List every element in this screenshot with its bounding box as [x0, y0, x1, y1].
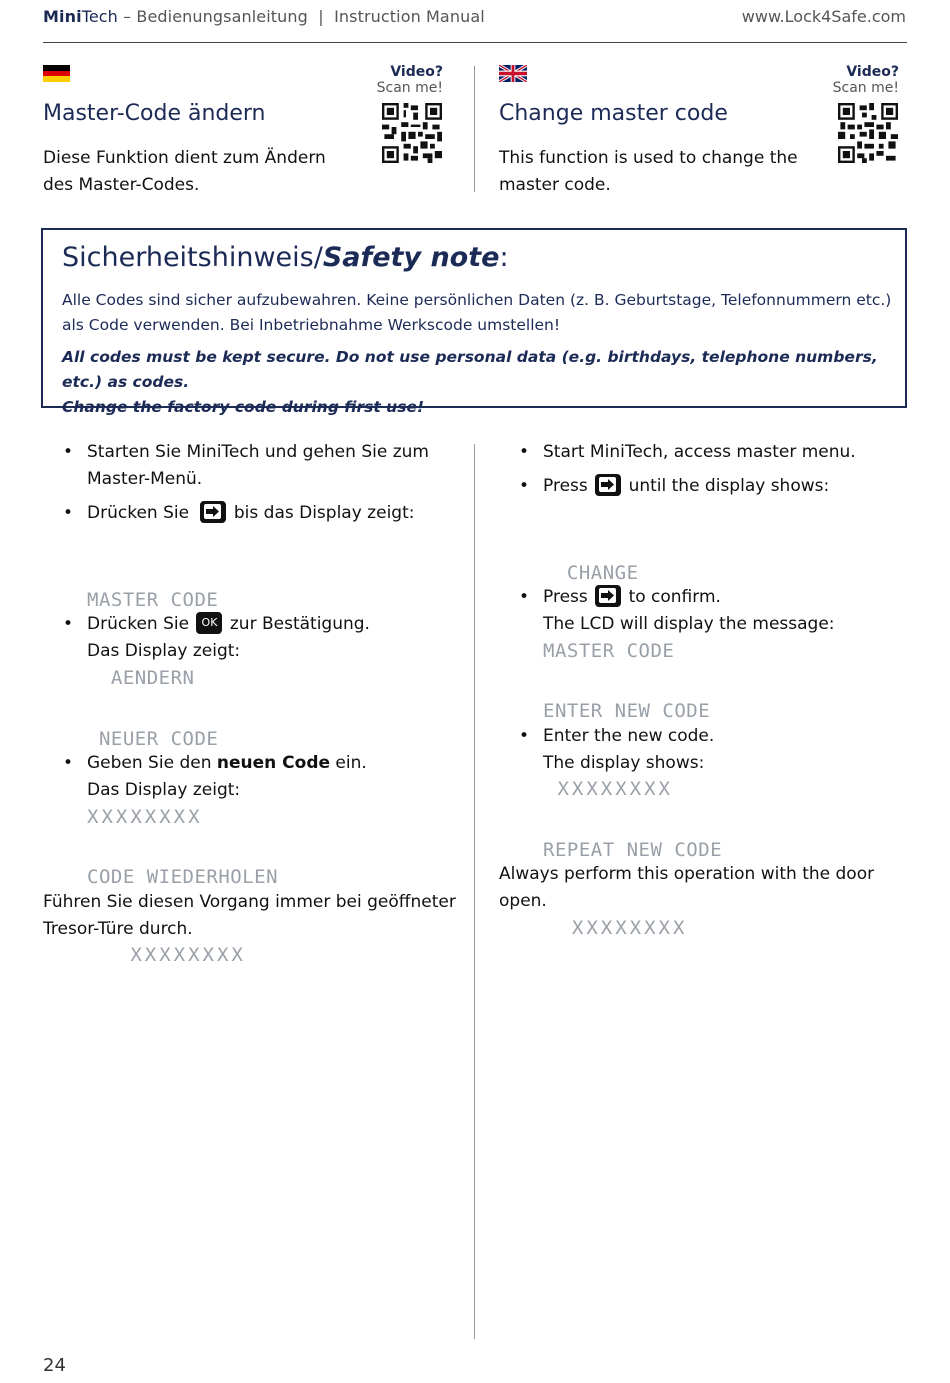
- en-intro: [499, 145, 798, 199]
- german-flag-icon: [43, 65, 70, 82]
- safety-text-en: [62, 345, 892, 420]
- en-step-2: • Press until the display shows:: [519, 476, 830, 496]
- en-step-3-post: to confirm.: [628, 587, 721, 607]
- en-lcd-2-line-1: ENTER NEW CODE: [543, 700, 711, 722]
- uk-flag-icon: [499, 65, 527, 82]
- safety-en-line-2: Change the factory code during first use!: [62, 398, 425, 416]
- column-divider-top: [474, 66, 475, 192]
- en-step-1: • Start MiniTech, access master menu.: [543, 439, 856, 466]
- de-video-scan: Scan me!: [376, 80, 443, 96]
- safety-de-line-1: Alle Codes sind sicher aufzubewahren. Keine persönlichen Daten (z. B. Geburtstage, Telefonnummern etc.): [62, 291, 892, 309]
- de-step-2: • Drücken Sie bis das Display zeigt:: [63, 503, 415, 523]
- de-step-3: • Drücken Sie OK zur Bestätigung. Das Display zeigt:: [87, 611, 370, 665]
- header-title-rest: – Bedienungsanleitung | Instruction Manual: [117, 7, 485, 26]
- de-lcd-2-line-2: XXXXXXXX: [87, 806, 203, 828]
- header-divider: [43, 42, 907, 43]
- de-intro-line-2: des Master-Codes.: [43, 175, 200, 195]
- safety-en-line-1: All codes must be kept secure. Do not use personal data (e.g. birthdays, telephone numbers, etc.) as codes.: [62, 348, 878, 391]
- de-step-3-line-2: Das Display zeigt:: [87, 641, 241, 661]
- en-step-2-pre: Press: [543, 476, 588, 496]
- en-step-4-line-2: The display shows:: [543, 753, 705, 773]
- de-step-4-bold: neuen Code: [216, 753, 331, 773]
- de-lcd-3-line-2: XXXXXXXX: [87, 944, 246, 966]
- de-qr-code-icon: [382, 103, 442, 163]
- de-footer-line-1: Führen Sie diesen Vorgang immer bei geöffneter: [43, 892, 456, 912]
- safety-title-italic: Safety note: [322, 242, 500, 273]
- en-step-3-pre: Press: [543, 587, 588, 607]
- en-lcd-1-line-2: MASTER CODE: [543, 640, 675, 662]
- en-footer-line-1: Always perform this operation with the door: [499, 864, 875, 884]
- ok-key-label: OK: [201, 616, 218, 629]
- en-footer-line-2: open.: [499, 891, 547, 911]
- safety-title-plain: Sicherheitshinweis/: [62, 242, 323, 273]
- de-lcd-2-line-1: NEUER CODE: [87, 728, 219, 750]
- en-step-3-line-2: The LCD will display the message:: [543, 614, 835, 634]
- de-video-question: Video?: [390, 64, 443, 80]
- en-step-1-line-1: Start MiniTech, access master menu.: [543, 442, 856, 462]
- en-intro-line-1: This function is used to change the: [499, 148, 798, 168]
- en-video-question: Video?: [846, 64, 899, 80]
- de-lcd-1-line-1: MASTER CODE: [87, 589, 219, 611]
- en-step-2-post: until the display shows:: [628, 476, 830, 496]
- de-step-3-post: zur Bestätigung.: [229, 614, 370, 634]
- de-step-4-post: ein.: [330, 753, 367, 773]
- en-footer-note: [499, 861, 874, 915]
- de-lcd-3-line-1: CODE WIEDERHOLEN: [87, 866, 279, 888]
- de-step-2-post: bis das Display zeigt:: [233, 503, 415, 523]
- column-divider-main: [474, 444, 475, 1339]
- de-step-4: • Geben Sie den neuen Code ein. Das Display zeigt:: [87, 750, 367, 804]
- de-footer-note: [43, 889, 456, 943]
- arrow-key-icon: [595, 474, 621, 496]
- en-lcd-1-line-1: CHANGE: [543, 562, 639, 584]
- de-step-4-pre: Geben Sie den: [87, 753, 217, 773]
- brand-bold: Mini: [43, 7, 82, 26]
- de-step-2-pre: Drücken Sie: [87, 503, 190, 523]
- safety-text-de: [62, 288, 892, 338]
- en-step-4: • Enter the new code. The display shows:: [543, 723, 714, 777]
- en-video-scan: Scan me!: [832, 80, 899, 96]
- de-step-3-pre: Drücken Sie: [87, 614, 190, 634]
- en-qr-code-icon: [838, 103, 898, 163]
- de-lcd-1-line-2: AENDERN: [87, 667, 195, 689]
- de-title: Master-Code ändern: [43, 101, 266, 126]
- de-step-1: • Starten Sie MiniTech und gehen Sie zum Master-Menü.: [87, 439, 429, 493]
- en-lcd-2-line-2: XXXXXXXX: [543, 778, 673, 800]
- safety-title: [62, 242, 509, 273]
- en-step-3: • Press to confirm. The LCD will display the message:: [543, 584, 835, 638]
- de-intro-line-1: Diese Funktion dient zum Ändern: [43, 148, 326, 168]
- de-intro: [43, 145, 326, 199]
- arrow-key-icon: [200, 501, 226, 523]
- de-footer-line-2: Tresor-Türe durch.: [43, 919, 193, 939]
- en-lcd-3-line-1: REPEAT NEW CODE: [543, 839, 723, 861]
- ok-key-icon: [196, 612, 222, 634]
- header-website: www.Lock4Safe.com: [741, 7, 906, 26]
- safety-title-colon: :: [499, 242, 509, 273]
- de-step-4-line-2: Das Display zeigt:: [87, 780, 241, 800]
- de-video-hint: [360, 64, 443, 96]
- arrow-key-icon: [595, 585, 621, 607]
- safety-note-box: [41, 228, 907, 416]
- safety-de-line-2: als Code verwenden. Bei Inbetriebnahme Werkscode umstellen!: [62, 316, 561, 334]
- brand-rest: Tech: [81, 7, 118, 26]
- en-lcd-3-line-2: XXXXXXXX: [543, 917, 688, 939]
- en-title: Change master code: [499, 101, 728, 126]
- en-video-hint: [816, 64, 899, 96]
- de-step-1-line-1: Starten Sie MiniTech und gehen Sie zum: [87, 442, 429, 462]
- page-number: 24: [43, 1355, 66, 1376]
- header-title: [43, 7, 485, 26]
- en-intro-line-2: master code.: [499, 175, 611, 195]
- en-step-4-line-1: Enter the new code.: [543, 726, 715, 746]
- de-step-1-line-2: Master-Menü.: [87, 469, 203, 489]
